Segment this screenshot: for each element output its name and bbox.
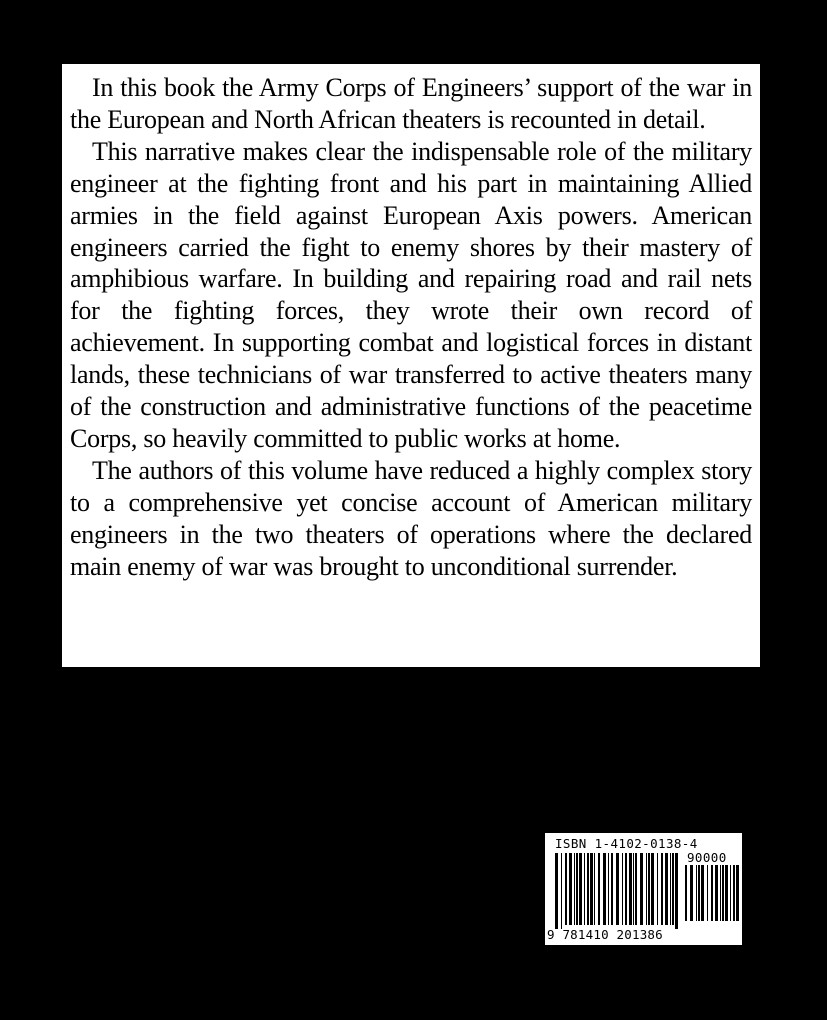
barcode-bar — [625, 853, 627, 925]
barcode-bar — [670, 853, 671, 925]
blurb-paragraph-3: The authors of this volume have reduced a highly complex story to a comprehensive yet concise account of American military engineers in the two theaters of operations where the declared main enemy of war was brought to unconditional surrender. — [70, 455, 752, 581]
barcode-bar — [711, 865, 713, 921]
barcode-bar — [633, 853, 634, 925]
barcode-bar — [569, 853, 572, 925]
barcode-bar — [584, 853, 585, 925]
ean-bar-group — [555, 853, 678, 929]
barcode-bar — [574, 853, 575, 925]
barcode-bar — [587, 853, 589, 925]
barcode-bar — [603, 853, 606, 925]
barcode-bar — [733, 865, 735, 921]
barcode-bar — [608, 853, 609, 925]
barcode-bar — [622, 853, 623, 925]
barcode-bar — [725, 865, 728, 921]
barcode-bar — [720, 865, 721, 921]
barcode-bar — [565, 853, 567, 925]
barcode-bar — [685, 865, 687, 921]
back-cover-blurb — [62, 64, 760, 667]
barcode-bar — [611, 853, 613, 925]
barcode-bar — [672, 853, 674, 925]
barcode-bar — [646, 853, 647, 925]
barcode-bar — [648, 853, 650, 925]
barcode-bar — [561, 853, 562, 929]
isbn-barcode — [545, 833, 742, 945]
price-bar-group — [685, 865, 739, 921]
barcode-bar — [701, 865, 704, 921]
barcode-bar — [657, 853, 658, 925]
barcode-bar — [576, 853, 578, 925]
barcode-bar — [579, 853, 582, 925]
barcode-bar — [715, 865, 718, 921]
barcode-bar — [635, 853, 637, 925]
price-code: 90000 — [687, 850, 727, 865]
barcode-bar — [698, 865, 700, 921]
barcode-bar — [590, 853, 593, 925]
barcode-bar — [651, 853, 654, 925]
isbn-label: ISBN 1-4102-0138-4 — [555, 836, 698, 851]
barcode-bar — [665, 853, 668, 925]
barcode-bar — [616, 853, 619, 925]
barcode-bar — [675, 853, 678, 929]
barcode-bar — [696, 865, 697, 921]
barcode-bar — [594, 853, 595, 925]
barcode-bar — [629, 853, 632, 925]
barcode-bar — [661, 853, 663, 925]
barcode-bar — [640, 853, 643, 925]
barcode-bar — [736, 865, 739, 921]
barcode-bar — [707, 865, 708, 921]
barcode-bar — [730, 865, 731, 921]
barcode-bar — [598, 853, 600, 925]
blurb-paragraph-1: In this book the Army Corps of Engineers’ support of the war in the European and North African theaters is recounted in detail. — [70, 73, 752, 134]
barcode-bar — [555, 853, 558, 929]
barcode-bar — [690, 865, 693, 921]
ean-digits: 9 781410 201386 — [547, 927, 663, 942]
blurb-paragraph-2: This narrative makes clear the indispensable role of the military engineer at the fighting front and his part in maintaining Allied armies in the field against European Axis powers. American engineers carried the fight to enemy shores by their mastery of amphibious warfare. In building and repairing road and rail nets for the fighting forces, they wrote their own record of achievement. In supporting combat and logistical forces in distant lands, these technicians of war transferred to active theaters many of the construction and administrative functions of the peacetime Corps, so heavily committed to public works at home. — [70, 136, 752, 453]
barcode-bar — [722, 865, 724, 921]
